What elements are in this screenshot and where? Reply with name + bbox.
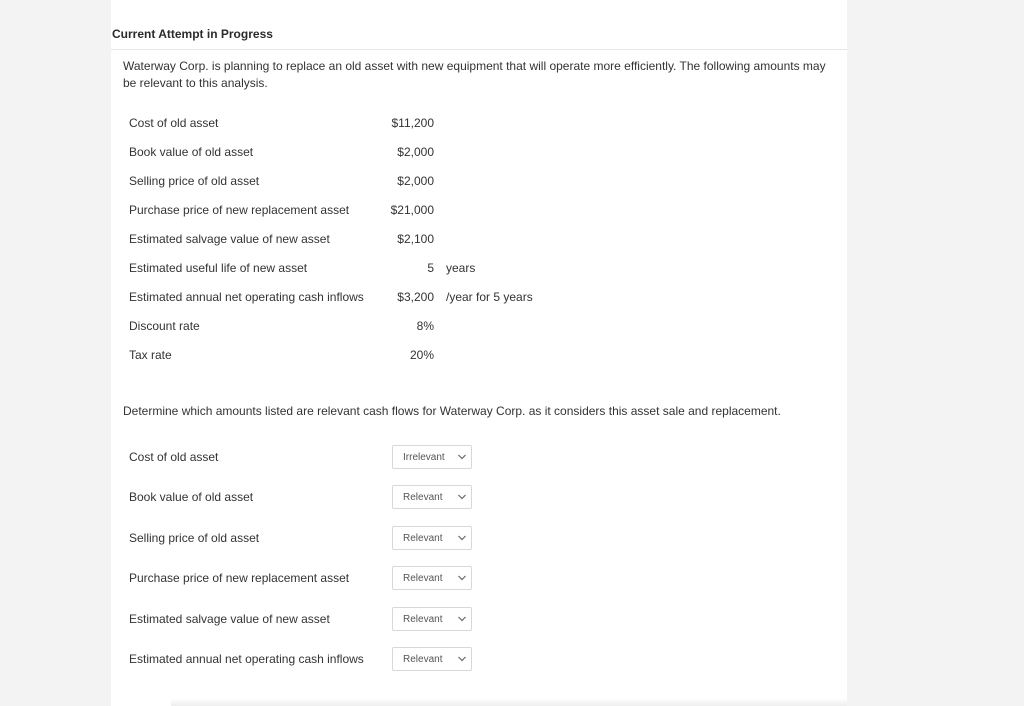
chevron-down-icon [457, 452, 467, 462]
relevance-select-value: Irrelevant [403, 452, 445, 463]
amount-label: Selling price of old asset [129, 174, 260, 188]
bottom-shadow [171, 698, 847, 706]
relevance-select-value: Relevant [403, 654, 443, 665]
chevron-down-icon [457, 492, 467, 502]
amount-value: $2,000 [397, 145, 434, 159]
chevron-down-icon [457, 573, 467, 583]
amount-label: Estimated salvage value of new asset [129, 232, 330, 246]
relevance-select-value: Relevant [403, 573, 443, 584]
question-panel [111, 0, 847, 706]
answer-label: Book value of old asset [129, 490, 254, 504]
answer-label: Estimated annual net operating cash inflows [129, 652, 364, 666]
answer-label: Purchase price of new replacement asset [129, 571, 350, 585]
amount-value: $11,200 [391, 116, 434, 130]
amount-label: Book value of old asset [129, 145, 254, 159]
amount-value: 8% [416, 319, 434, 333]
relevance-select-value: Relevant [403, 533, 443, 544]
amount-label: Discount rate [129, 319, 200, 333]
problem-intro: Waterway Corp. is planning to replace an old asset with new equipment that will operate more efficiently. The following amounts may be relevant to this analysis. [123, 59, 826, 90]
relevance-select[interactable] [392, 445, 472, 469]
amount-value: $2,100 [397, 232, 434, 246]
amount-label: Tax rate [129, 348, 172, 362]
answer-label: Selling price of old asset [129, 531, 260, 545]
relevance-select-value: Relevant [403, 614, 443, 625]
amount-unit: /year for 5 years [446, 290, 533, 304]
chevron-down-icon [457, 533, 467, 543]
relevance-select[interactable] [392, 647, 472, 671]
relevance-select[interactable] [392, 526, 472, 550]
relevance-select-value: Relevant [403, 492, 443, 503]
amount-label: Purchase price of new replacement asset [129, 203, 350, 217]
amount-label: Estimated annual net operating cash inflows [129, 290, 364, 304]
amount-value: $2,000 [397, 174, 434, 188]
answer-label: Estimated salvage value of new asset [129, 612, 330, 626]
amount-value: 20% [409, 348, 434, 362]
relevance-select[interactable] [392, 566, 472, 590]
relevance-select[interactable] [392, 607, 472, 631]
attempt-title: Current Attempt in Progress [112, 27, 273, 41]
amount-label: Cost of old asset [129, 116, 219, 130]
amount-unit: years [446, 261, 476, 275]
attempt-header [111, 20, 847, 50]
amount-value: $21,000 [390, 203, 434, 217]
amount-value: 5 [427, 261, 434, 275]
amount-label: Estimated useful life of new asset [129, 261, 308, 275]
chevron-down-icon [457, 614, 467, 624]
relevance-select[interactable] [392, 485, 472, 509]
answer-label: Cost of old asset [129, 450, 219, 464]
chevron-down-icon [457, 654, 467, 664]
question-prompt: Determine which amounts listed are relevant cash flows for Waterway Corp. as it considers this asset sale and replacement. [123, 404, 781, 418]
amount-value: $3,200 [397, 290, 434, 304]
